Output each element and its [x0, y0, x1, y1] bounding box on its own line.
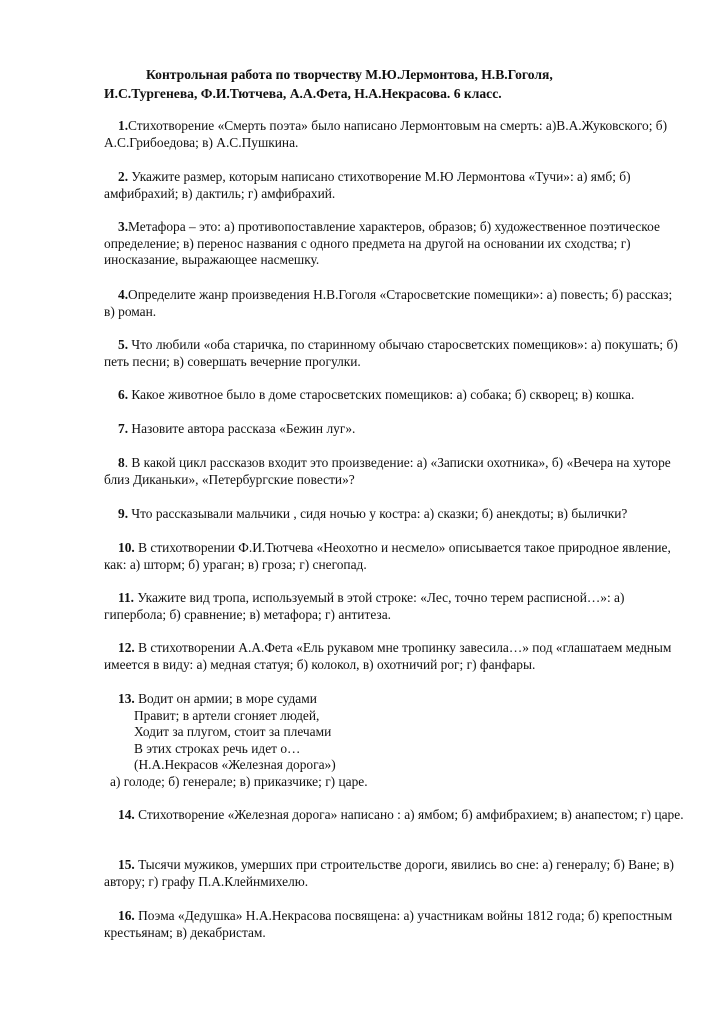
- question-9: [104, 506, 684, 523]
- question-13-answers: а) голоде; б) генерале; в) приказчике; г) царе.: [110, 773, 368, 789]
- question-number: 11.: [118, 590, 134, 605]
- question-number: 7.: [118, 421, 129, 436]
- question-number: 2.: [118, 169, 129, 184]
- question-text: . В какой цикл рассказов входит это произведение: а) «Записки охотника», б) «Вечера на хуторе близ Диканьки», «Петербургские повести»?: [104, 455, 671, 487]
- question-number: 4.: [118, 287, 129, 302]
- question-7: [104, 421, 684, 438]
- question-text: Укажите вид тропа, используемый в этой строке: «Лес, точно терем расписной…»: а) гипербола; б) сравнение; в) метафора; г) антитеза.: [104, 590, 625, 622]
- poem-line-2: Правит; в артели сгоняет людей,: [134, 707, 320, 723]
- question-number: 16.: [118, 908, 135, 923]
- question-2: [104, 169, 684, 202]
- question-text: Укажите размер, которым написано стихотворение М.Ю Лермонтова «Тучи»: а) ямб; б) амфибрахий; в) дактиль; г) амфибрахий.: [104, 169, 631, 201]
- question-text: Определите жанр произведения Н.В.Гоголя «Старосветские помещики»: а) повесть; б) рассказ; в) роман.: [104, 287, 673, 319]
- question-number: 10.: [118, 540, 135, 555]
- poem-line-1: Водит он армии; в море судами: [134, 691, 317, 706]
- question-text: Метафора – это: а) противопоставление характеров, образов; б) художественное поэтическое определение; в) перенос названия с одного предмета на другой на основании их сходства; г) иносказание, выражающее насмешку.: [104, 219, 660, 268]
- question-4: [104, 287, 684, 320]
- poem-line-4: В этих строках речь идет о…: [134, 740, 301, 756]
- question-15: [104, 857, 684, 890]
- question-number: 12.: [118, 640, 135, 655]
- poem-line-3: Ходит за плугом, стоит за плечами: [134, 724, 332, 740]
- question-text: Тысячи мужиков, умерших при строительстве дороги, явились во сне: а) генералу; б) Ване; в) автору; г) графу П.А.Клейнмихелю.: [104, 857, 675, 889]
- question-text: В стихотворении А.А.Фета «Ель рукавом мне тропинку завесила…» под «глашатаем медным имеется в виду: а) медная статуя; б) колокол, в) охотничий рог; г) фанфары.: [104, 640, 672, 672]
- question-10: [104, 540, 684, 573]
- question-text: Что любили «оба старичка, по старинному обычаю старосветских помещиков»: а) покушать; б) петь песни; в) совершать вечерние прогулки.: [104, 337, 678, 369]
- question-text: Стихотворение «Железная дорога» написано : а) ямбом; б) амфибрахием; в) анапестом; г) царе.: [134, 807, 684, 822]
- question-8: [104, 455, 684, 488]
- question-number: 1.: [118, 118, 129, 133]
- question-number: 15.: [118, 857, 135, 872]
- question-text: Стихотворение «Смерть поэта» было написано Лермонтовым на смерть: а)В.А.Жуковского; б) А.С.Грибоедова; в) А.С.Пушкина.: [104, 118, 668, 150]
- question-number: 13.: [118, 691, 135, 706]
- question-number: 8: [118, 455, 125, 470]
- question-13: [104, 691, 664, 791]
- question-number: 6.: [118, 387, 129, 402]
- question-5: [104, 337, 684, 370]
- question-12: [104, 640, 684, 673]
- question-6: [104, 387, 684, 404]
- question-text: Поэма «Дедушка» Н.А.Некрасова посвящена: а) участникам войны 1812 года; б) крепостным крестьянам; в) декабристам.: [104, 908, 673, 940]
- question-text: Какое животное было в доме старосветских помещиков: а) собака; б) скворец; в) кошка.: [128, 387, 635, 402]
- title-line-2: И.С.Тургенева, Ф.И.Тютчева, А.А.Фета, Н.А.Некрасова. 6 класс.: [104, 85, 502, 101]
- question-16: [104, 908, 684, 941]
- question-text: В стихотворении Ф.И.Тютчева «Неохотно и несмело» описывается такое природное явление, как: а) шторм; б) ураган; в) гроза; г) снегопад.: [104, 540, 671, 572]
- question-text: Назовите автора рассказа «Бежин луг».: [128, 421, 356, 436]
- question-3: [104, 219, 684, 269]
- question-text: Что рассказывали мальчики , сидя ночью у костра: а) сказки; б) анекдоты; в) былички?: [128, 506, 628, 521]
- question-number: 14.: [118, 807, 135, 822]
- question-number: 3.: [118, 219, 129, 234]
- title-line-1: Контрольная работа по творчеству М.Ю.Лермонтова, Н.В.Гоголя,: [146, 67, 553, 82]
- question-1: [104, 118, 684, 151]
- question-number: 9.: [118, 506, 129, 521]
- question-11: [104, 590, 684, 623]
- question-14: [104, 807, 684, 824]
- question-number: 5.: [118, 337, 129, 352]
- poem-source: (Н.А.Некрасов «Железная дорога»): [134, 757, 336, 773]
- page-title: [104, 66, 644, 103]
